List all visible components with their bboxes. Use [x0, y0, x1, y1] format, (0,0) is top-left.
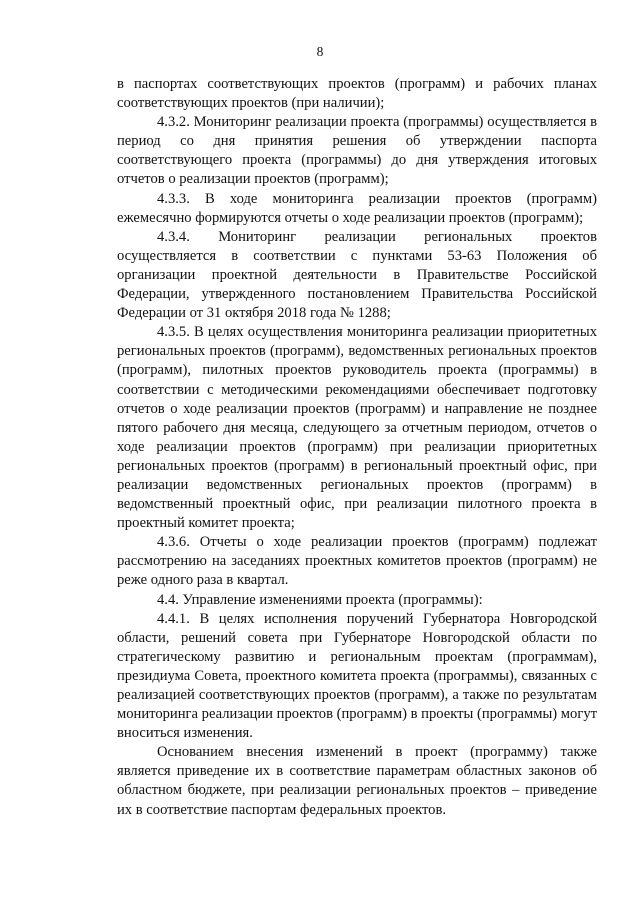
- paragraph-4-3-2: 4.3.2. Мониторинг реализации проекта (программы) осуществляется в период со дня принятия решения об утверждении паспорта соответствующего проекта (программы) до дня утверждения итоговых отчетов о реализации проектов (программ);: [117, 114, 597, 188]
- document-body: [117, 75, 597, 820]
- page-number: 8: [316, 44, 324, 59]
- paragraph-4-3-5: 4.3.5. В целях осуществления мониторинга реализации приоритетных региональных проектов (программ), ведомственных региональных проектов (программ), пилотных проектов руководитель проекта (программы) в соответствии с методическими рекомендациями обеспечивает подготовку отчетов о ходе реализации проектов (программ) и направление не позднее пятого рабочего дня месяца, следующего за отчетным периодом, отчетов о ходе реализации проектов (программ) при реализации приоритетных региональных проектов (программ) в региональный проектный офис, при реализации ведомственных региональных проектов (программ) в ведомственный проектный офис, при реализации пилотного проекта в проектный комитет проекта;: [117, 324, 597, 532]
- paragraph-4-3-4: 4.3.4. Мониторинг реализации региональных проектов осуществляется в соответствии с пунктами 53-63 Положения об организации проектной деятельности в Правительстве Российской Федерации, утвержденного постановлением Правительства Российской Федерации от 31 октября 2018 года № 1288;: [117, 228, 597, 322]
- paragraph-4-3-6: 4.3.6. Отчеты о ходе реализации проектов (программ) подлежат рассмотрению на заседаниях проектных комитетов проектов (программ) не реже одного раза в квартал.: [117, 534, 597, 589]
- paragraph-passports-continuation: в паспортах соответствующих проектов (программ) и рабочих планах соответствующих проектов (при наличии);: [117, 76, 597, 112]
- paragraph-4-4-1: 4.4.1. В целях исполнения поручений Губернатора Новгородской области, решений совета при Губернаторе Новгородской области по стратегическому развитию и региональным проектам (программам), президиума Совета, проектного комитета проекта (программы), связанных с реализацией соответствующих проектов (программ), а также по результатам мониторинга реализации проектов (программ) в проекты (программы) могут вноситься изменения.: [117, 610, 597, 742]
- paragraph-4-3-3: 4.3.3. В ходе мониторинга реализации проектов (программ) ежемесячно формируются отчеты о ходе реализации проектов (программ);: [117, 190, 597, 226]
- paragraph-4-4-heading: 4.4. Управление изменениями проекта (программы):: [157, 591, 483, 608]
- paragraph-basis-for-changes: Основанием внесения изменений в проект (программу) также является приведение их в соответствие параметрам областных законов об областном бюджете, при реализации региональных проектов – приведение их в соответствие паспортам федеральных проектов.: [117, 744, 597, 818]
